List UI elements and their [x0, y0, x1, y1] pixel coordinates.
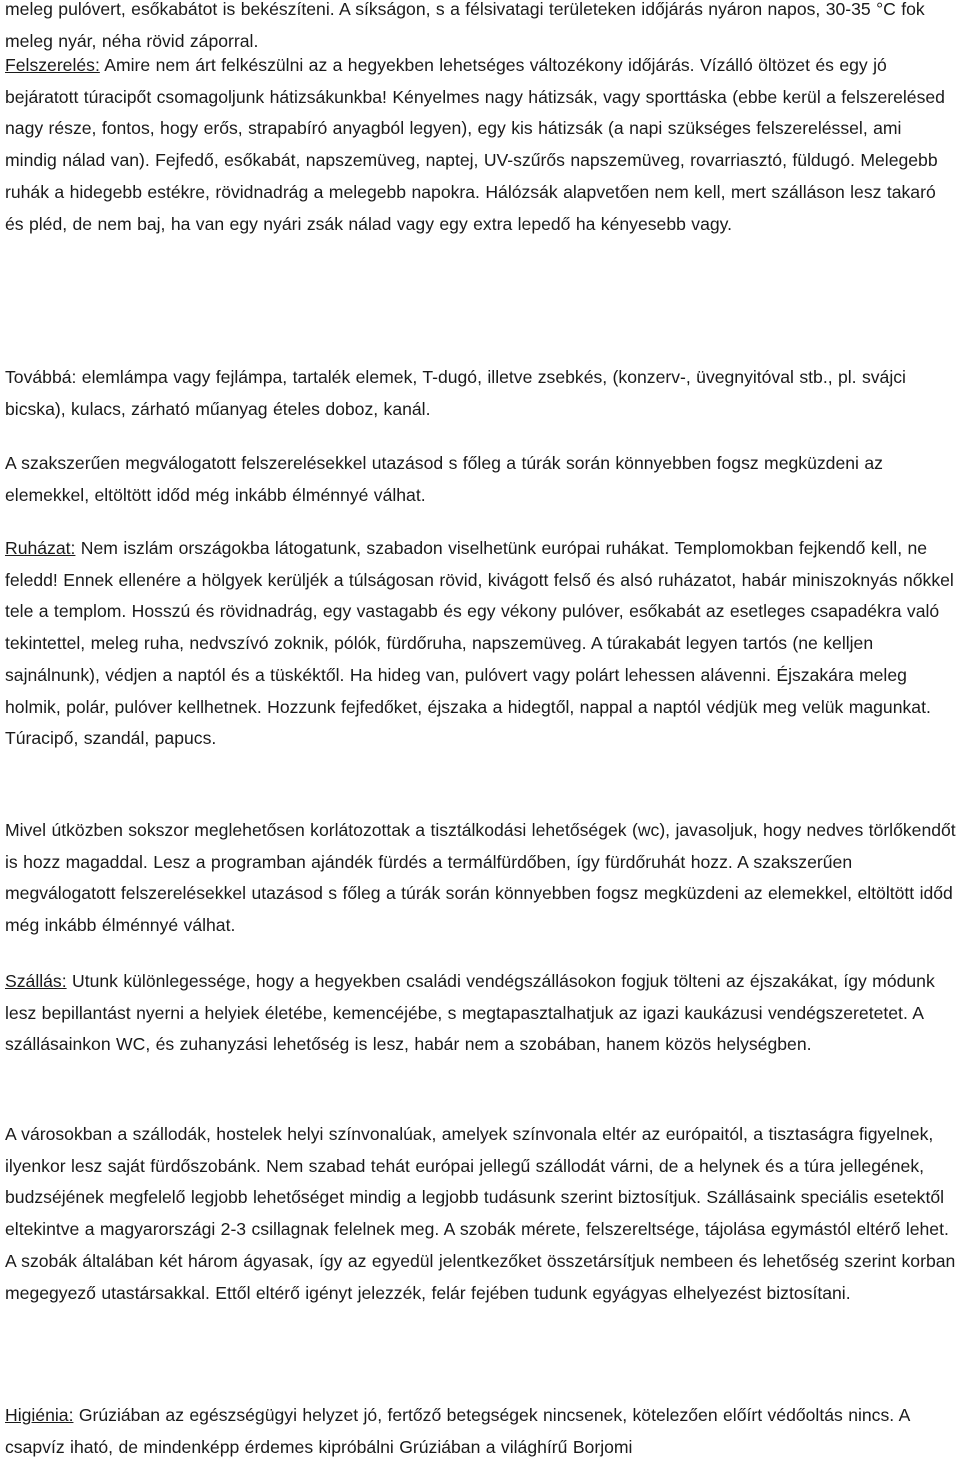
section-label-hygiene: Higiénia:	[5, 1405, 74, 1425]
paragraph-accommodation	[5, 966, 957, 1061]
paragraph-text: Nem iszlám országokba látogatunk, szabadon viselhetünk európai ruhákat. Templomokban fejkendő kell, ne feledd! Ennek ellenére a hölgyek kerüljék a túlságosan rövid, kivágott felső és alsó ruházatot, habár miniszoknyás nőkkel tele a templom. Hosszú és rövidnadrág, egy vastagabb és egy vékony pulóver, esőkabát az esetleges csapadékra való tekintettel, meleg ruha, nedvszívó zoknik, pólók, fürdőruha, napszemüveg. A túrakabát legyen tartós (ne kelljen sajnálnunk), védjen a naptól és a tüskéktől. Ha hideg van, pulóvert vagy polárt lehessen alávenni. Éjszakára meleg holmik, polár, pulóver kellhetnek. Hozzunk fejfedőket, éjszaka a hidegtől, nappal a naptól védjük meg velük magunkat. Túracipő, szandál, papucs.	[5, 538, 954, 749]
paragraph-further	[5, 362, 957, 425]
paragraph-text: Továbbá: elemlámpa vagy fejlámpa, tartalék elemek, T-dugó, illetve zsebkés, (konzerv-, üvegnyitóval stb., pl. svájci bicska), kulacs, zárható műanyag ételes doboz, kanál.	[5, 367, 906, 419]
paragraph-text: meleg pulóvert, esőkabátot is bekészíteni. A síkságon, s a félsivatagi területeken időjárás nyáron napos, 30-35 °C fok meleg nyár, néha rövid záporral.	[5, 0, 925, 51]
paragraph-expert-equipment	[5, 448, 955, 511]
section-label-clothing: Ruházat:	[5, 538, 76, 558]
paragraph-text: Utunk különlegessége, hogy a hegyekben családi vendégszállásokon fogjuk tölteni az éjszakákat, így módunk lesz bepillantást nyerni a helyiek életébe, kemencéjébe, s megtapasztalhatjuk az igazi kaukázusi vendégszeretetet. A szállásainkon WC, és zuhanyzási lehetőség is lesz, habár nem a szobában, hanem közös helységben.	[5, 971, 935, 1055]
paragraph-text: A városokban a szállodák, hostelek helyi színvonalúak, amelyek színvonala eltér az európaitól, a tisztaságra figyelnek, ilyenkor lesz saját fürdőszobánk. Nem szabad tehát európai jellegű szállodát várni, de a helynek és a túra jellegének, budzséjének megfelelő legjobb lehetőséget mindig a legjobb tudásunk szerint biztosítjuk. Szállásaink speciális esetektől eltekintve a magyarországi 2-3 csillagnak felelnek meg. A szobák mérete, felszereltsége, tájolása egymástól eltérő lehet. A szobák általában két három ágyasak, így az egyedül jelentkezőket összetársítjuk nembeen és lehetőség szerint korban megegyező utastársakkal. Ettől eltérő igényt jelezzék, felár fejében tudunk egyágyas elhelyezést biztosítani.	[5, 1124, 956, 1303]
paragraph-text: Mivel útközben sokszor meglehetősen korlátozottak a tisztálkodási lehetőségek (wc), javasoljuk, hogy nedves törlőkendőt is hozz magaddal. Lesz a programban ajándék fürdés a termálfürdőben, így fürdőruhát hozz. A szakszerűen megválogatott felszerelésekkel utazásod s főleg a túrák során könnyebben fogsz megküzdeni az elemekkel, eltöltött időd még inkább élménnyé válhat.	[5, 820, 956, 936]
paragraph-text: Grúziában az egészségügyi helyzet jó, fertőző betegségek nincsenek, kötelezően előírt védőoltás nincs. A csapvíz iható, de mindenképp érdemes kipróbálni Grúziában a világhírű Borjomi	[5, 1405, 910, 1457]
paragraph-text: Amire nem árt felkészülni az a hegyekben lehetséges változékony időjárás. Vízálló öltözet és egy jó bejáratott túracipőt csomagoljunk hátizsákunkba! Kényelmes nagy hátizsák, vagy sporttáska (ebbe kerül a felszerelésed nagy része, fontos, hogy erős, strapabíró anyagból legyen), egy kis hátizsák (a napi szükséges felszereléssel, ami mindig nálad van). Fejfedő, esőkabát, napszemüveg, naptej, UV-szűrős napszemüveg, rovarriasztó, füldugó. Melegebb ruhák a hidegebb estékre, rövidnadrág a melegebb napokra. Hálózsák alapvetően nem kell, mert szálláson lesz takaró és pléd, de nem baj, ha van egy nyári zsák nálad vagy egy extra lepedő ha kényesebb vagy.	[5, 55, 945, 234]
paragraph-text: A szakszerűen megválogatott felszerelésekkel utazásod s főleg a túrák során könnyebben fogsz megküzdeni az elemekkel, eltöltött időd még inkább élménnyé válhat.	[5, 453, 883, 505]
paragraph-equipment	[5, 50, 957, 240]
section-label-accommodation: Szállás:	[5, 971, 67, 991]
paragraph-clothing	[5, 533, 957, 755]
paragraph-weather-tail	[5, 0, 955, 57]
paragraph-hygiene-wipes	[5, 815, 960, 942]
paragraph-cities	[5, 1119, 960, 1309]
paragraph-hygiene	[5, 1400, 957, 1463]
section-label-equipment: Felszerelés:	[5, 55, 100, 75]
